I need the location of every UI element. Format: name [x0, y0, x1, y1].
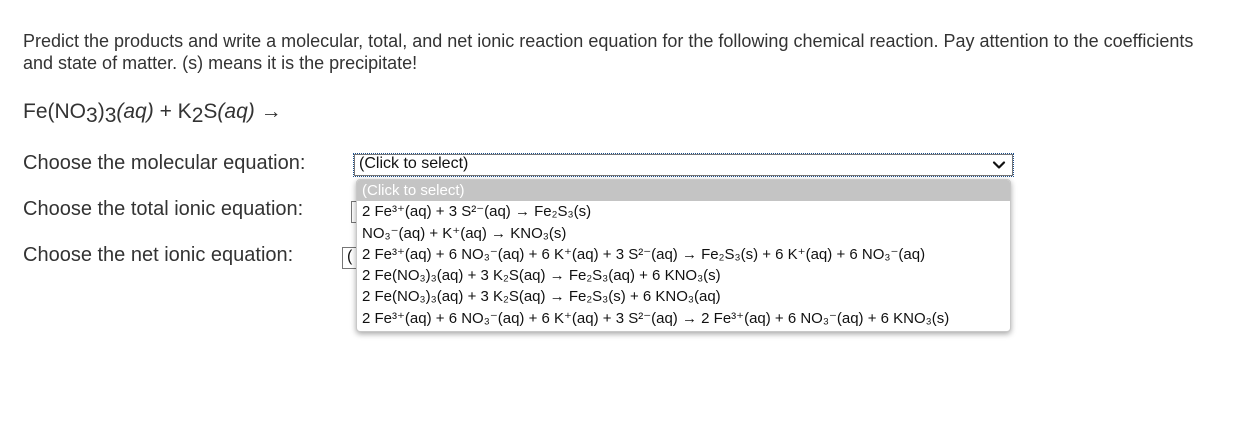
dropdown-option[interactable]: NO₃⁻(aq) + K⁺(aq) → KNO₃(s): [362, 224, 567, 242]
reaction-arrow: →: [254, 100, 282, 123]
total-ionic-equation-label: Choose the total ionic equation:: [23, 198, 304, 220]
reactant-1-subscript-2: 3: [104, 104, 117, 127]
net-ionic-equation-label: Choose the net ionic equation:: [23, 244, 294, 266]
reactant-2-part-b: S: [203, 100, 218, 123]
dropdown-option[interactable]: 2 Fe(NO₃)₃(aq) + 3 K₂S(aq) → Fe₂S₃(s) + 6 KNO₃(aq): [362, 288, 721, 306]
dropdown-option-placeholder[interactable]: (Click to select): [357, 180, 1010, 201]
reactant-2-subscript: 2: [191, 104, 204, 127]
dropdown-option[interactable]: 2 Fe³⁺(aq) + 6 NO₃⁻(aq) + 6 K⁺(aq) + 3 S²⁻(aq) → 2 Fe³⁺(aq) + 6 NO₃⁻(aq) + 6 KNO₃(s): [362, 309, 950, 327]
reactant-1-part-a: Fe(NO: [23, 100, 86, 123]
molecular-equation-label: Choose the molecular equation:: [23, 152, 306, 174]
dropdown-option[interactable]: 2 Fe³⁺(aq) + 6 NO₃⁻(aq) + 6 K⁺(aq) + 3 S²⁻(aq) → Fe₂S₃(s) + 6 K⁺(aq) + 6 NO₃⁻(aq): [362, 245, 926, 263]
molecular-equation-select-value: (Click to select): [359, 155, 469, 172]
chevron-down-icon: [992, 158, 1006, 172]
molecular-equation-dropdown-list: [356, 179, 1011, 332]
reactant-1-subscript-1: 3: [86, 104, 98, 127]
molecular-equation-select[interactable]: [354, 154, 1013, 176]
reactant-1-state: (aq): [116, 100, 154, 123]
reaction-equation: [23, 100, 282, 127]
dropdown-option[interactable]: 2 Fe³⁺(aq) + 3 S²⁻(aq) → Fe₂S₃(s): [362, 203, 592, 221]
net-ionic-equation-select-value: (: [347, 248, 353, 265]
reactant-2-part-a: + K: [153, 100, 192, 123]
reactant-2-state: (aq): [217, 100, 255, 123]
instructions-text: Predict the products and write a molecular, total, and net ionic reaction equation for the following chemical reaction. Pay attention to the coefficients and state of matter. (s) means it is the precipitate!: [23, 31, 1194, 73]
dropdown-option[interactable]: 2 Fe(NO₃)₃(aq) + 3 K₂S(aq) → Fe₂S₃(aq) + 6 KNO₃(s): [362, 267, 721, 285]
reactant-1-part-b: ): [97, 100, 105, 123]
